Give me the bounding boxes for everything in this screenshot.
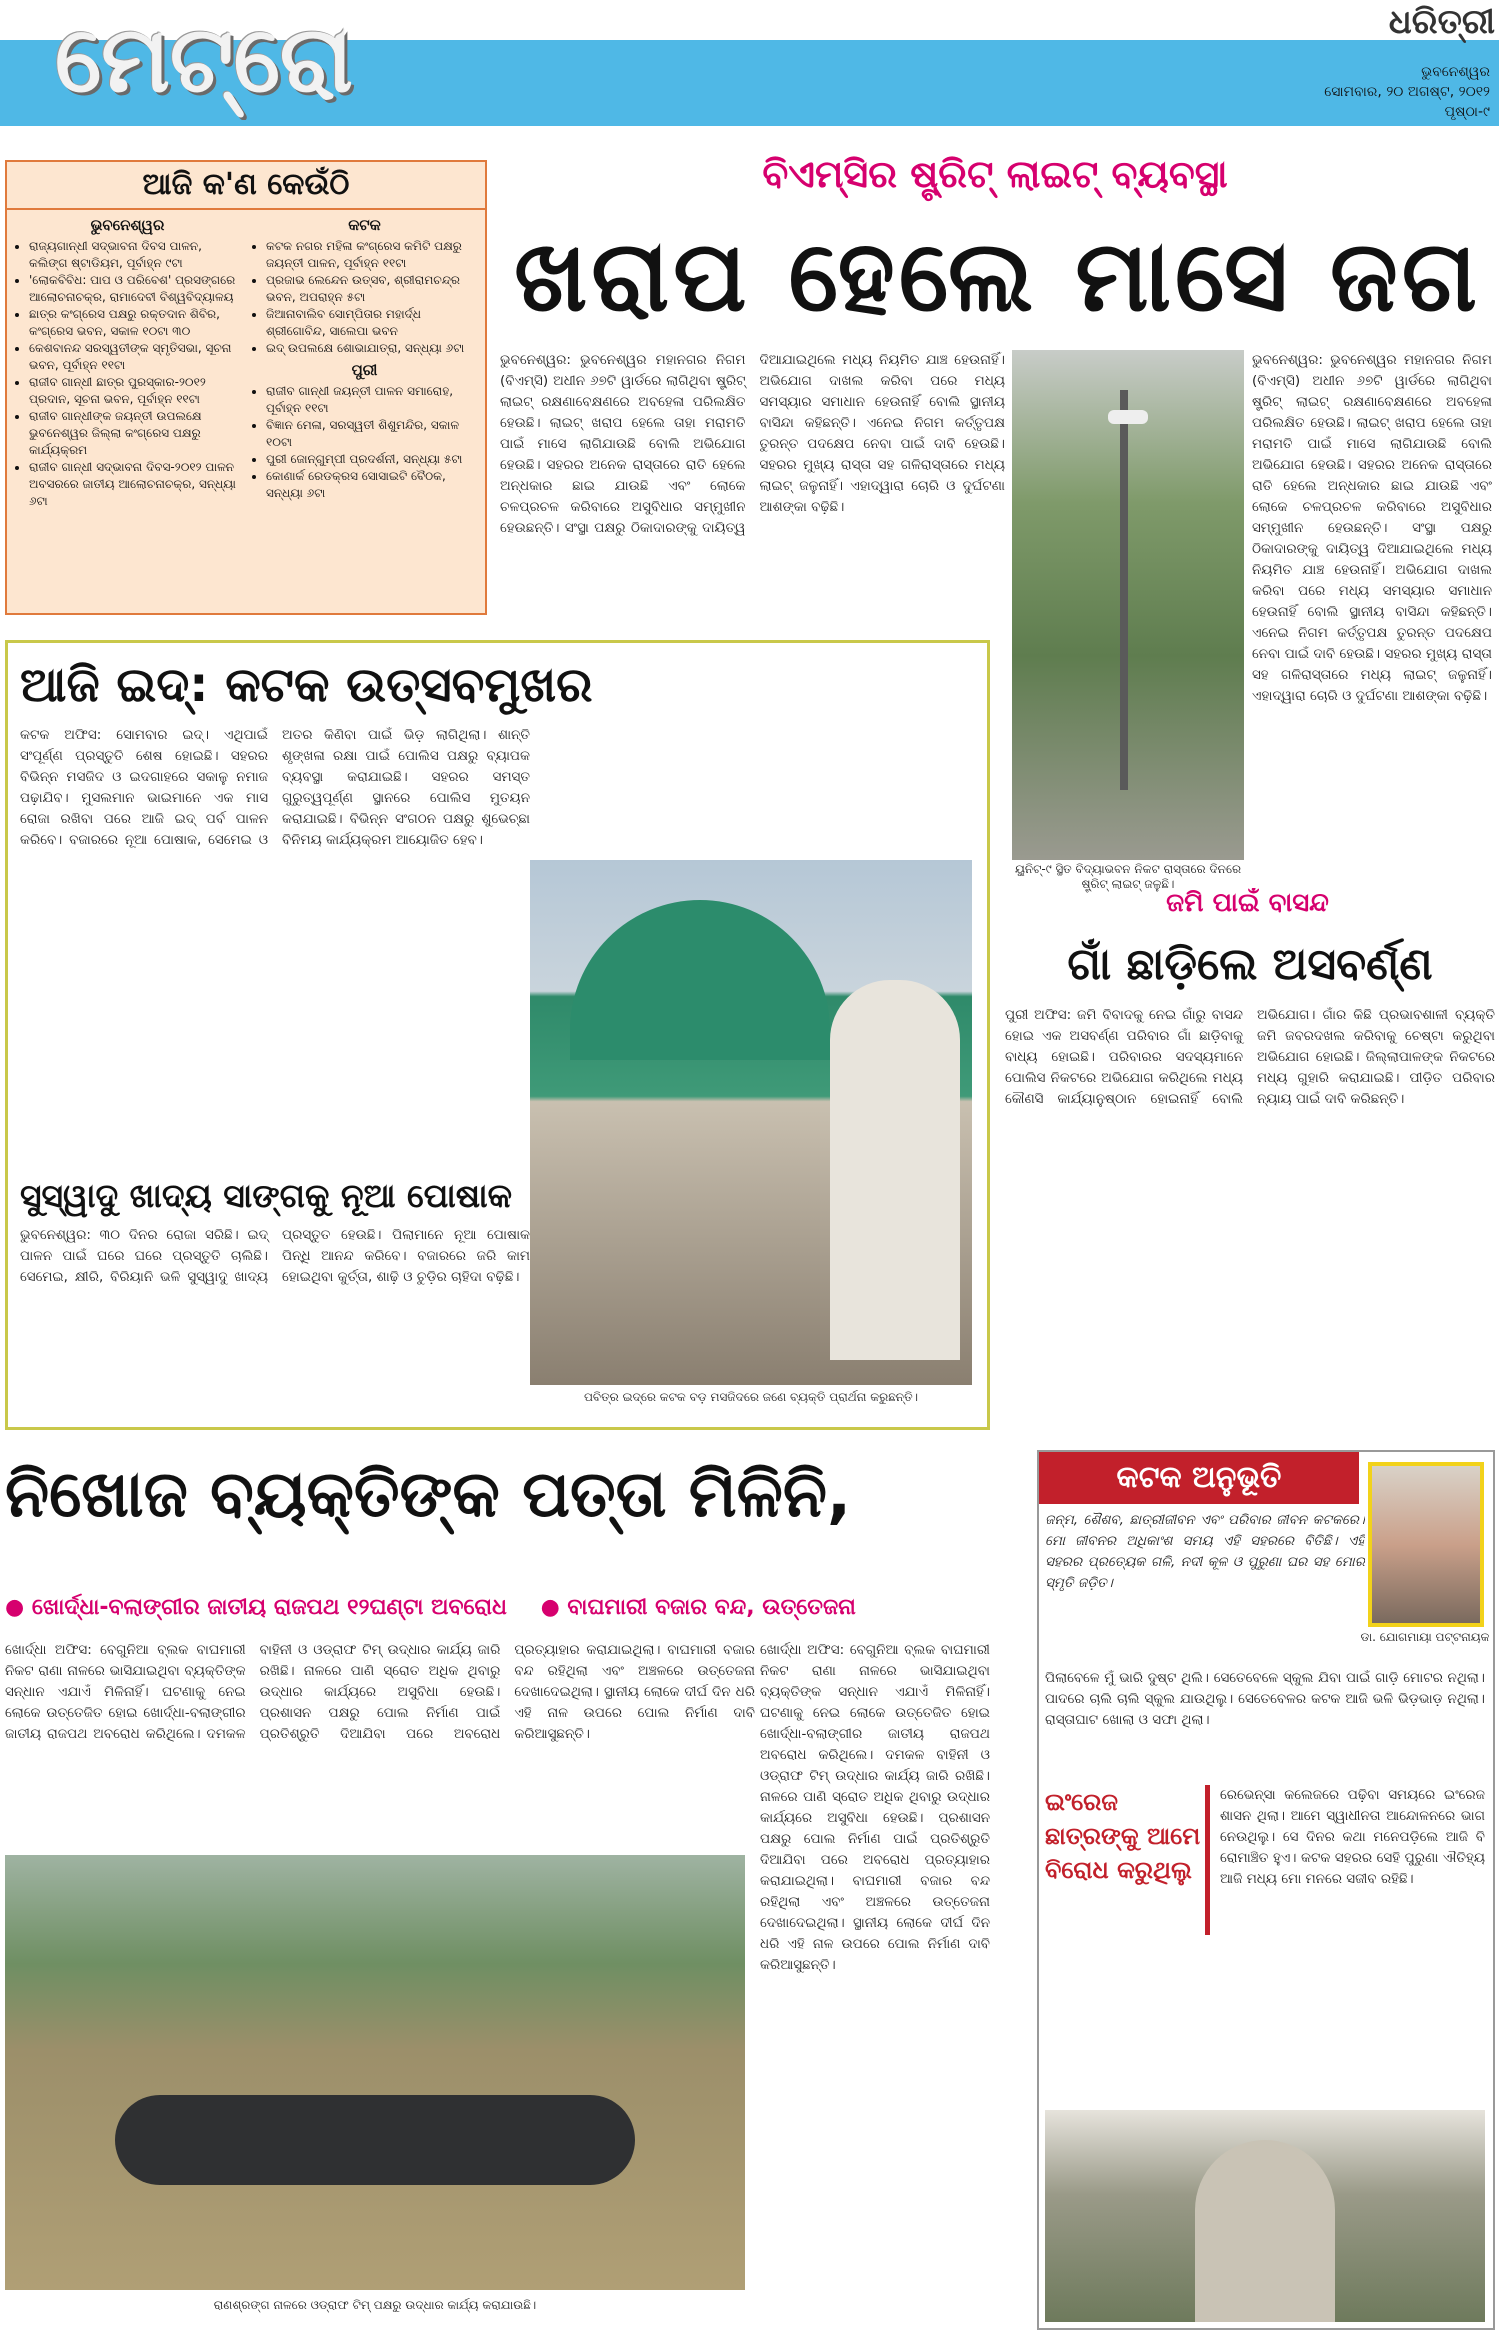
land-body: ପୁରୀ ଅଫିସ: ଜମି ବିବାଦକୁ ନେଇ ଗାଁରୁ ବାସନ୍ଦ ହୋଇ ଏକ ଅସବର୍ଣ୍ଣ ପରିବାର ଗାଁ ଛାଡ଼ିବାକୁ ବାଧ୍ୟ ହୋଇଛି। ପରିବାରର ସଦସ୍ୟମାନେ ପୋଲିସ ନିକଟରେ ଅଭିଯୋଗ କରିଥିଲେ ମଧ୍ୟ କୌଣସି କାର୍ଯ୍ୟାନୁଷ୍ଠାନ ହୋଇନାହିଁ ବୋଲି ଅଭିଯୋଗ। ଗାଁର କିଛି ପ୍ରଭାବଶାଳୀ ବ୍ୟକ୍ତି ଜମି ଜବରଦଖଲ କରିବାକୁ ଚେଷ୍ଟା କରୁଥିବା ଅଭିଯୋଗ ହୋଇଛି। ଜିଲ୍ଲାପାଳଙ୍କ ନିକଟରେ ମଧ୍ୟ ଗୁହାରି କରାଯାଇଛି। ପୀଡ଼ିତ ପରିବାର ନ୍ୟାୟ ପାଇଁ ଦାବି କରିଛନ୍ତି। [1005, 1007, 1495, 1107]
event-item: • ପ୍ରଜାଭ ଲେନ୍ଦେନ ଉତ୍ସବ, ଶ୍ରୀରାମଚନ୍ଦ୍ର ଭବନ, ଅପରାହ୍ନ ୫ଟା [266, 272, 477, 306]
masthead-page: ପୃଷ୍ଠା-୯ [1444, 104, 1490, 120]
event-item: • ବିଜ୍ଞାନ ମେଳା, ସରସ୍ୱତୀ ଶିଶୁମନ୍ଦିର, ସକାଳ ୧୦ଟା [266, 417, 477, 451]
events-col-cuttack [252, 216, 477, 510]
column-body-2: ରେଭେନ୍ସା କଲେଜରେ ପଢ଼ିବା ସମୟରେ ଇଂରେଜ ଶାସନ ଥିଲା। ଆମେ ସ୍ୱାଧୀନତା ଆନ୍ଦୋଳନରେ ଭାଗ ନେଉଥିଲୁ। ସେ ଦିନର କଥା ମନେପଡ଼ିଲେ ଆଜି ବି ରୋମାଞ୍ଚିତ ହୁଏ। କଟକ ସହରର ସେହି ପୁରୁଣା ଐତିହ୍ୟ ଆଜି ମଧ୍ୟ ମୋ ମନରେ ସଜୀବ ରହିଛି। [1220, 1787, 1485, 1887]
streetlight-photo [1012, 350, 1244, 860]
missing-tags [5, 1588, 990, 1628]
event-item: • ରାଜୀବ ଗାନ୍ଧୀ ସଦ୍ଭାବନା ଦିବସ-୨୦୧୨ ପାଳନ ଅବସରରେ ଜାତୀୟ ଆଲୋଚନାଚକ୍ର, ସନ୍ଧ୍ୟା ୬ଟା [29, 459, 240, 510]
events-col1-heading: ଭୁବନେଶ୍ୱର [90, 216, 165, 234]
lead-body-continued: ଭୁବନେଶ୍ୱର: ଭୁବନେଶ୍ୱର ମହାନଗର ନିଗମ (ବିଏମ୍‌ସି) ଅଧୀନ ୬୭ଟି ୱାର୍ଡରେ ଲାଗିଥିବା ଷ୍ଟ୍ରିଟ୍ ଲାଇଟ୍ ରକ୍ଷଣାବେକ୍ଷଣରେ ଅବହେଳା ପରିଲକ୍ଷିତ ହେଉଛି। ଲାଇଟ୍ ଖରାପ ହେଲେ ତାହା ମରାମତି ପାଇଁ ମାସେ ଲାଗିଯାଉଛି ବୋଲି ଅଭିଯୋଗ ହେଉଛି। ସହରର ଅନେକ ରାସ୍ତାରେ ରାତି ହେଲେ ଅନ୍ଧକାର ଛାଇ ଯାଉଛି ଏବଂ ଲୋକେ ଚଳପ୍ରଚଳ କରିବାରେ ଅସୁବିଧାର ସମ୍ମୁଖୀନ ହେଉଛନ୍ତି। ସଂସ୍ଥା ପକ୍ଷରୁ ଠିକାଦାରଙ୍କୁ ଦାୟିତ୍ୱ ଦିଆଯାଇଥିଲେ ମଧ୍ୟ ନିୟମିତ ଯାଞ୍ଚ ହେଉନାହିଁ। ଅଭିଯୋଗ ଦାଖଲ କରିବା ପରେ ମଧ୍ୟ ସମସ୍ୟାର ସମାଧାନ ହେଉନାହିଁ ବୋଲି ସ୍ଥାନୀୟ ବାସିନ୍ଦା କହିଛନ୍ତି। ଏନେଇ ନିଗମ କର୍ତ୍ତୃପକ୍ଷ ତୁରନ୍ତ ପଦକ୍ଷେପ ନେବା ପାଇଁ ଦାବି ହେଉଛି। ସହରର ମୁଖ୍ୟ ରାସ୍ତା ସହ ଗଳିରାସ୍ତାରେ ମଧ୍ୟ ଲାଇଟ୍ ଜଳୁନାହିଁ। ଏହାଦ୍ୱାରା ଚୋରି ଓ ଦୁର୍ଘଟଣା ଆଶଙ୍କା ବଢ଼ିଛି। [1252, 352, 1492, 704]
portrait-photo [1368, 1462, 1484, 1627]
land-headline: ଗାଁ ଛାଡ଼ିଲେ ଅସବର୍ଣ୍ଣ [1067, 939, 1433, 990]
event-item: • କୋଣାର୍କ ରେଡକ୍ରସ ସୋସାଇଟି ବୈଠକ, ସନ୍ଧ୍ୟା ୬ଟା [266, 468, 477, 502]
rescue-photo [5, 1855, 745, 2290]
event-item: • ରାଜୀବ ଗାନ୍ଧୀ ଛାତ୍ର ପୁରସ୍କାର-୨୦୧୨ ପ୍ରଦାନ, ସୂଚନା ଭବନ, ପୂର୍ବାହ୍ନ ୧୧ଟା [29, 374, 240, 408]
event-item: • କଟକ ନଗର ମହିଳା କଂଗ୍ରେସ କମିଟି ପକ୍ଷରୁ ଜୟନ୍ତୀ ପାଳନ, ପୂର୍ବାହ୍ନ ୧୧ଟା [266, 238, 477, 272]
event-item: • ରାଜୀବ ଗାନ୍ଧୀଙ୍କ ଜୟନ୍ତୀ ଉପଲକ୍ଷେ ଭୁବନେଶ୍ୱର ଜିଲ୍ଲା କଂଗ୍ରେସ ପକ୍ଷରୁ କାର୍ଯ୍ୟକ୍ରମ [29, 408, 240, 459]
events-title: ଆଜି କ'ଣ କେଉଁଠି [7, 162, 485, 210]
event-item: • ରାଜୀବ ଗାନ୍ଧୀ ଜୟନ୍ତୀ ପାଳନ ସମାରୋହ, ପୂର୍ବାହ୍ନ ୧୧ଟା [266, 383, 477, 417]
land-kicker: ଜମି ପାଇଁ ବାସନ୍ଦ [1166, 888, 1329, 918]
event-item: • ରାଜ୍ୟଗାନ୍ଧୀ ସଦ୍ଭାବନା ଦିବସ ପାଳନ, କଲିଙ୍ଗ ଷ୍ଟାଡିୟମ, ପୂର୍ବାହ୍ନ ୯ଟା [29, 238, 240, 272]
missing-tag-2: ● ବାଘମାରୀ ବଜାର ବନ୍ଦ, ଉତ୍ତେଜନା [540, 1595, 856, 1620]
rescue-photo-caption: ରାଣଶ୍ରଙ୍ଗ ନାଳରେ ଓଡ୍ରାଫ ଟିମ୍ ପକ୍ଷରୁ ଉଦ୍ଧାର କାର୍ଯ୍ୟ କରାଯାଉଛି। [213, 2298, 537, 2312]
column-body: ପିଲାବେଳେ ମୁଁ ଭାରି ଦୁଷ୍ଟ ଥିଲି। ସେତେବେଳେ ସ୍କୁଲ ଯିବା ପାଇଁ ଗାଡ଼ି ମୋଟର ନଥିଲା। ପାଦରେ ଚାଲି ଚାଲି ସ୍କୁଲ ଯାଉଥିଲୁ। ସେତେବେଳର କଟକ ଆଜି ଭଳି ଭିଡ଼ଭାଡ଼ ନଥିଲା। ରାସ୍ତାଘାଟ ଖୋଲା ଓ ସଫା ଥିଲା। [1045, 1670, 1485, 1728]
eid-body: କଟକ ଅଫିସ: ସୋମବାର ଇଦ୍। ଏଥିପାଇଁ ସଂପୂର୍ଣ୍ଣ ପ୍ରସ୍ତୁତି ଶେଷ ହୋଇଛି। ସହରର ବିଭିନ୍ନ ମସଜିଦ ଓ ଇଦଗାହରେ ସକାଳୁ ନମାଜ ପଢ଼ାଯିବ। ମୁସଲମାନ ଭାଇମାନେ ଏକ ମାସ ରୋଜା ରଖିବା ପରେ ଆଜି ଇଦ୍ ପର୍ବ ପାଳନ କରିବେ। ବଜାରରେ ନୂଆ ପୋଷାକ, ସେମେଇ ଓ ଅତର କିଣିବା ପାଇଁ ଭିଡ଼ ଲାଗିଥିଲା। ଶାନ୍ତି ଶୃଙ୍ଖଳା ରକ୍ଷା ପାଇଁ ପୋଲିସ ପକ୍ଷରୁ ବ୍ୟାପକ ବ୍ୟବସ୍ଥା କରାଯାଇଛି। ସହରର ସମସ୍ତ ଗୁରୁତ୍ୱପୂର୍ଣ୍ଣ ସ୍ଥାନରେ ପୋଲିସ ମୁତୟନ କରାଯାଇଛି। ବିଭିନ୍ନ ସଂଗଠନ ପକ୍ଷରୁ ଶୁଭେଚ୍ଛା ବିନିମୟ କାର୍ଯ୍ୟକ୍ରମ ଆୟୋଜିତ ହେବ। [20, 727, 530, 848]
event-item: • ଛାତ୍ର କଂଗ୍ରେସ ପକ୍ଷରୁ ରକ୍ତଦାନ ଶିବିର, କଂଗ୍ରେସ ଭବନ, ସକାଳ ୧୦ଟା ୩୦ [29, 306, 240, 340]
event-item: • ଜିଆନାବାଲିବ ସୋମ୍ପିତାର ମହାର୍ଦ୍ଧ ଶ୍ରୀଗୋବିନ୍ଦ, ସାଲେପା ଭବନ [266, 306, 477, 340]
eid-body-2: ଭୁବନେଶ୍ୱର: ୩୦ ଦିନର ରୋଜା ସରିଛି। ଇଦ୍ ପାଳନ ପାଇଁ ଘରେ ଘରେ ପ୍ରସ୍ତୁତି ଚାଲିଛି। ସେମେଇ, କ୍ଷୀରି, ବିରିୟାନି ଭଳି ସୁସ୍ୱାଦୁ ଖାଦ୍ୟ ପ୍ରସ୍ତୁତ ହେଉଛି। ପିଲାମାନେ ନୂଆ ପୋଷାକ ପିନ୍ଧି ଆନନ୍ଦ କରିବେ। ବଜାରରେ ଜରି କାମ ହୋଇଥିବା କୁର୍ତ୍ତା, ଶାଢ଼ି ଓ ଚୁଡ଼ିର ଚାହିଦା ବଢ଼ିଛି। [20, 1227, 530, 1285]
lead-headline: ଖରାପ ହେଲେ ମାସେ ଜଗ [513, 220, 1482, 334]
missing-headline: ନିଖୋଜ ବ୍ୟକ୍ତିଙ୍କ ପତ୍ତା ମିଳିନି, [5, 1458, 852, 1532]
event-item: • କେଶବାନନ୍ଦ ସରସ୍ୱତୀଙ୍କ ସ୍ମୃତିସଭା, ସୂଚନା ଭବନ, ପୂର୍ବାହ୍ନ ୧୧ଟା [29, 340, 240, 374]
fort-photo [1045, 2110, 1485, 2322]
eid-subhead: ସୁସ୍ୱାଦୁ ଖାଦ୍ୟ ସାଙ୍ଗକୁ ନୂଆ ପୋଷାକ [20, 1176, 513, 1215]
event-item: • ପୁରୀ ଜୋନ୍ଗୁମ୍ପୀ ପ୍ରଦର୍ଶନୀ, ସନ୍ଧ୍ୟା ୫ଟା [266, 451, 477, 468]
events-box [5, 160, 487, 615]
column-pullquote: ଇଂରେଜ ଛାତ୍ରଙ୍କୁ ଆମେ ବିରୋଧ କରୁଥିଲୁ [1045, 1785, 1210, 1935]
event-item: • ଇଦ୍ ଉପଲକ୍ଷେ ଶୋଭାଯାତ୍ରା, ସନ୍ଧ୍ୟା ୬ଟା [266, 340, 477, 357]
column-title: କଟକ ଅନୁଭୂତି [1039, 1452, 1359, 1504]
masthead-date: ସୋମବାର, ୨୦ ଅଗଷ୍ଟ, ୨୦୧୨ [1324, 84, 1490, 100]
mosque-photo [530, 860, 972, 1385]
eid-headline: ଆଜି ଇଦ୍: କଟକ ଉତ୍ସବମୁଖର [20, 657, 593, 713]
masthead-city: ଭୁବନେଶ୍ୱର [1421, 64, 1490, 80]
streetlight-photo-caption: ୟୁନିଟ୍-୯ ସ୍ଥିତ ବିଦ୍ୟାଭବନ ନିକଟ ରାସ୍ତାରେ ଦିନରେ ଷ୍ଟ୍ରିଟ୍ ଲାଇଟ୍ ଜଳୁଛି। [1014, 862, 1242, 891]
missing-body: ଖୋର୍ଦ୍ଧା ଅଫିସ: ବେଗୁନିଆ ବ୍ଲକ ବାଘମାରୀ ନିକଟ ରାଣା ନାଳରେ ଭାସିଯାଇଥିବା ବ୍ୟକ୍ତିଙ୍କ ସନ୍ଧାନ ଏଯାଏଁ ମିଳିନାହିଁ। ଘଟଣାକୁ ନେଇ ଲୋକେ ଉତ୍ତେଜିତ ହୋଇ ଖୋର୍ଦ୍ଧା-ବଲାଙ୍ଗୀର ଜାତୀୟ ରାଜପଥ ଅବରୋଧ କରିଥିଲେ। ଦମକଳ ବାହିନୀ ଓ ଓଡ୍ରାଫ ଟିମ୍ ଉଦ୍ଧାର କାର୍ଯ୍ୟ ଜାରି ରଖିଛି। ନାଳରେ ପାଣି ସ୍ରୋତ ଅଧିକ ଥିବାରୁ ଉଦ୍ଧାର କାର୍ଯ୍ୟରେ ଅସୁବିଧା ହେଉଛି। ପ୍ରଶାସନ ପକ୍ଷରୁ ପୋଲ ନିର୍ମାଣ ପାଇଁ ପ୍ରତିଶ୍ରୁତି ଦିଆଯିବା ପରେ ଅବରୋଧ ପ୍ରତ୍ୟାହାର କରାଯାଇଥିଲା। ବାଘମାରୀ ବଜାର ବନ୍ଦ ରହିଥିଲା ଏବଂ ଅଞ୍ଚଳରେ ଉତ୍ତେଜନା ଦେଖାଦେଇଥିଲା। ସ୍ଥାନୀୟ ଲୋକେ ଦୀର୍ଘ ଦିନ ଧରି ଏହି ନାଳ ଉପରେ ପୋଲ ନିର୍ମାଣ ଦାବି କରିଆସୁଛନ୍ତି। [5, 1642, 755, 1742]
lead-kicker: ବିଏମ୍‌ସିର ଷ୍ଟ୍ରିଟ୍ ଲାଇଟ୍ ବ୍ୟବସ୍ଥା [762, 152, 1228, 196]
section-title: ମେଟ୍ରୋ [55, 6, 353, 113]
paper-logo: ଧରିତ୍ରୀ [1388, 2, 1495, 42]
mosque-photo-caption: ପବିତ୍ର ଇଦ୍‌ରେ କଟକ ବଡ଼ ମସଜିଦରେ ଜଣେ ବ୍ୟକ୍ତି ପ୍ରାର୍ଥନା କରୁଛନ୍ତି। [583, 1390, 919, 1404]
missing-tag-1: ● ଖୋର୍ଦ୍ଧା-ବଲାଙ୍ଗୀର ଜାତୀୟ ରାଜପଥ ୧୨ଘଣ୍ଟା ଅବରୋଧ [5, 1595, 507, 1620]
events-col-bhubaneswar [15, 216, 240, 510]
event-item: • 'ଲୋକବିବିଧ: ପାପ ଓ ପରିବେଶ' ପ୍ରସଙ୍ଗରେ ଆଲୋଚନାଚକ୍ର, ରାମାଦେବୀ ବିଶ୍ୱବିଦ୍ୟାଳୟ [29, 272, 240, 306]
missing-body-continued: ଖୋର୍ଦ୍ଧା ଅଫିସ: ବେଗୁନିଆ ବ୍ଲକ ବାଘମାରୀ ନିକଟ ରାଣା ନାଳରେ ଭାସିଯାଇଥିବା ବ୍ୟକ୍ତିଙ୍କ ସନ୍ଧାନ ଏଯାଏଁ ମିଳିନାହିଁ। ଘଟଣାକୁ ନେଇ ଲୋକେ ଉତ୍ତେଜିତ ହୋଇ ଖୋର୍ଦ୍ଧା-ବଲାଙ୍ଗୀର ଜାତୀୟ ରାଜପଥ ଅବରୋଧ କରିଥିଲେ। ଦମକଳ ବାହିନୀ ଓ ଓଡ୍ରାଫ ଟିମ୍ ଉଦ୍ଧାର କାର୍ଯ୍ୟ ଜାରି ରଖିଛି। ନାଳରେ ପାଣି ସ୍ରୋତ ଅଧିକ ଥିବାରୁ ଉଦ୍ଧାର କାର୍ଯ୍ୟରେ ଅସୁବିଧା ହେଉଛି। ପ୍ରଶାସନ ପକ୍ଷରୁ ପୋଲ ନିର୍ମାଣ ପାଇଁ ପ୍ରତିଶ୍ରୁତି ଦିଆଯିବା ପରେ ଅବରୋଧ ପ୍ରତ୍ୟାହାର କରାଯାଇଥିଲା। ବାଘମାରୀ ବଜାର ବନ୍ଦ ରହିଥିଲା ଏବଂ ଅଞ୍ଚଳରେ ଉତ୍ତେଜନା ଦେଖାଦେଇଥିଲା। ସ୍ଥାନୀୟ ଲୋକେ ଦୀର୍ଘ ଦିନ ଧରି ଏହି ନାଳ ଉପରେ ପୋଲ ନିର୍ମାଣ ଦାବି କରିଆସୁଛନ୍ତି। [760, 1642, 990, 1973]
portrait-caption: ଡା. ଯୋଗମାୟା ପଟ୍ଟନାୟକ [1360, 1630, 1490, 1644]
events-col2-subheading: ପୁରୀ [351, 361, 378, 379]
column-intro: ଜନ୍ମ, ଶୈଶବ, ଛାତ୍ରୀଜୀବନ ଏବଂ ପରିବାର ଜୀବନ କଟକରେ। ମୋ ଜୀବନର ଅଧିକାଂଶ ସମୟ ଏହି ସହରରେ ବିତିଛି। ଏହି ସହରର ପ୍ରତ୍ୟେକ ଗଳି, ନଦୀ କୂଳ ଓ ପୁରୁଣା ଘର ସହ ମୋର ସ୍ମୃତି ଜଡ଼ିତ। [1045, 1512, 1365, 1591]
lead-body: ଭୁବନେଶ୍ୱର: ଭୁବନେଶ୍ୱର ମହାନଗର ନିଗମ (ବିଏମ୍‌ସି) ଅଧୀନ ୬୭ଟି ୱାର୍ଡରେ ଲାଗିଥିବା ଷ୍ଟ୍ରିଟ୍ ଲାଇଟ୍ ରକ୍ଷଣାବେକ୍ଷଣରେ ଅବହେଳା ପରିଲକ୍ଷିତ ହେଉଛି। ଲାଇଟ୍ ଖରାପ ହେଲେ ତାହା ମରାମତି ପାଇଁ ମାସେ ଲାଗିଯାଉଛି ବୋଲି ଅଭିଯୋଗ ହେଉଛି। ସହରର ଅନେକ ରାସ୍ତାରେ ରାତି ହେଲେ ଅନ୍ଧକାର ଛାଇ ଯାଉଛି ଏବଂ ଲୋକେ ଚଳପ୍ରଚଳ କରିବାରେ ଅସୁବିଧାର ସମ୍ମୁଖୀନ ହେଉଛନ୍ତି। ସଂସ୍ଥା ପକ୍ଷରୁ ଠିକାଦାରଙ୍କୁ ଦାୟିତ୍ୱ ଦିଆଯାଇଥିଲେ ମଧ୍ୟ ନିୟମିତ ଯାଞ୍ଚ ହେଉନାହିଁ। ଅଭିଯୋଗ ଦାଖଲ କରିବା ପରେ ମଧ୍ୟ ସମସ୍ୟାର ସମାଧାନ ହେଉନାହିଁ ବୋଲି ସ୍ଥାନୀୟ ବାସିନ୍ଦା କହିଛନ୍ତି। ଏନେଇ ନିଗମ କର୍ତ୍ତୃପକ୍ଷ ତୁରନ୍ତ ପଦକ୍ଷେପ ନେବା ପାଇଁ ଦାବି ହେଉଛି। ସହରର ମୁଖ୍ୟ ରାସ୍ତା ସହ ଗଳିରାସ୍ତାରେ ମଧ୍ୟ ଲାଇଟ୍ ଜଳୁନାହିଁ। ଏହାଦ୍ୱାରା ଚୋରି ଓ ଦୁର୍ଘଟଣା ଆଶଙ୍କା ବଢ଼ିଛି। [500, 352, 1005, 536]
events-col2-heading: କଟକ [348, 216, 381, 234]
